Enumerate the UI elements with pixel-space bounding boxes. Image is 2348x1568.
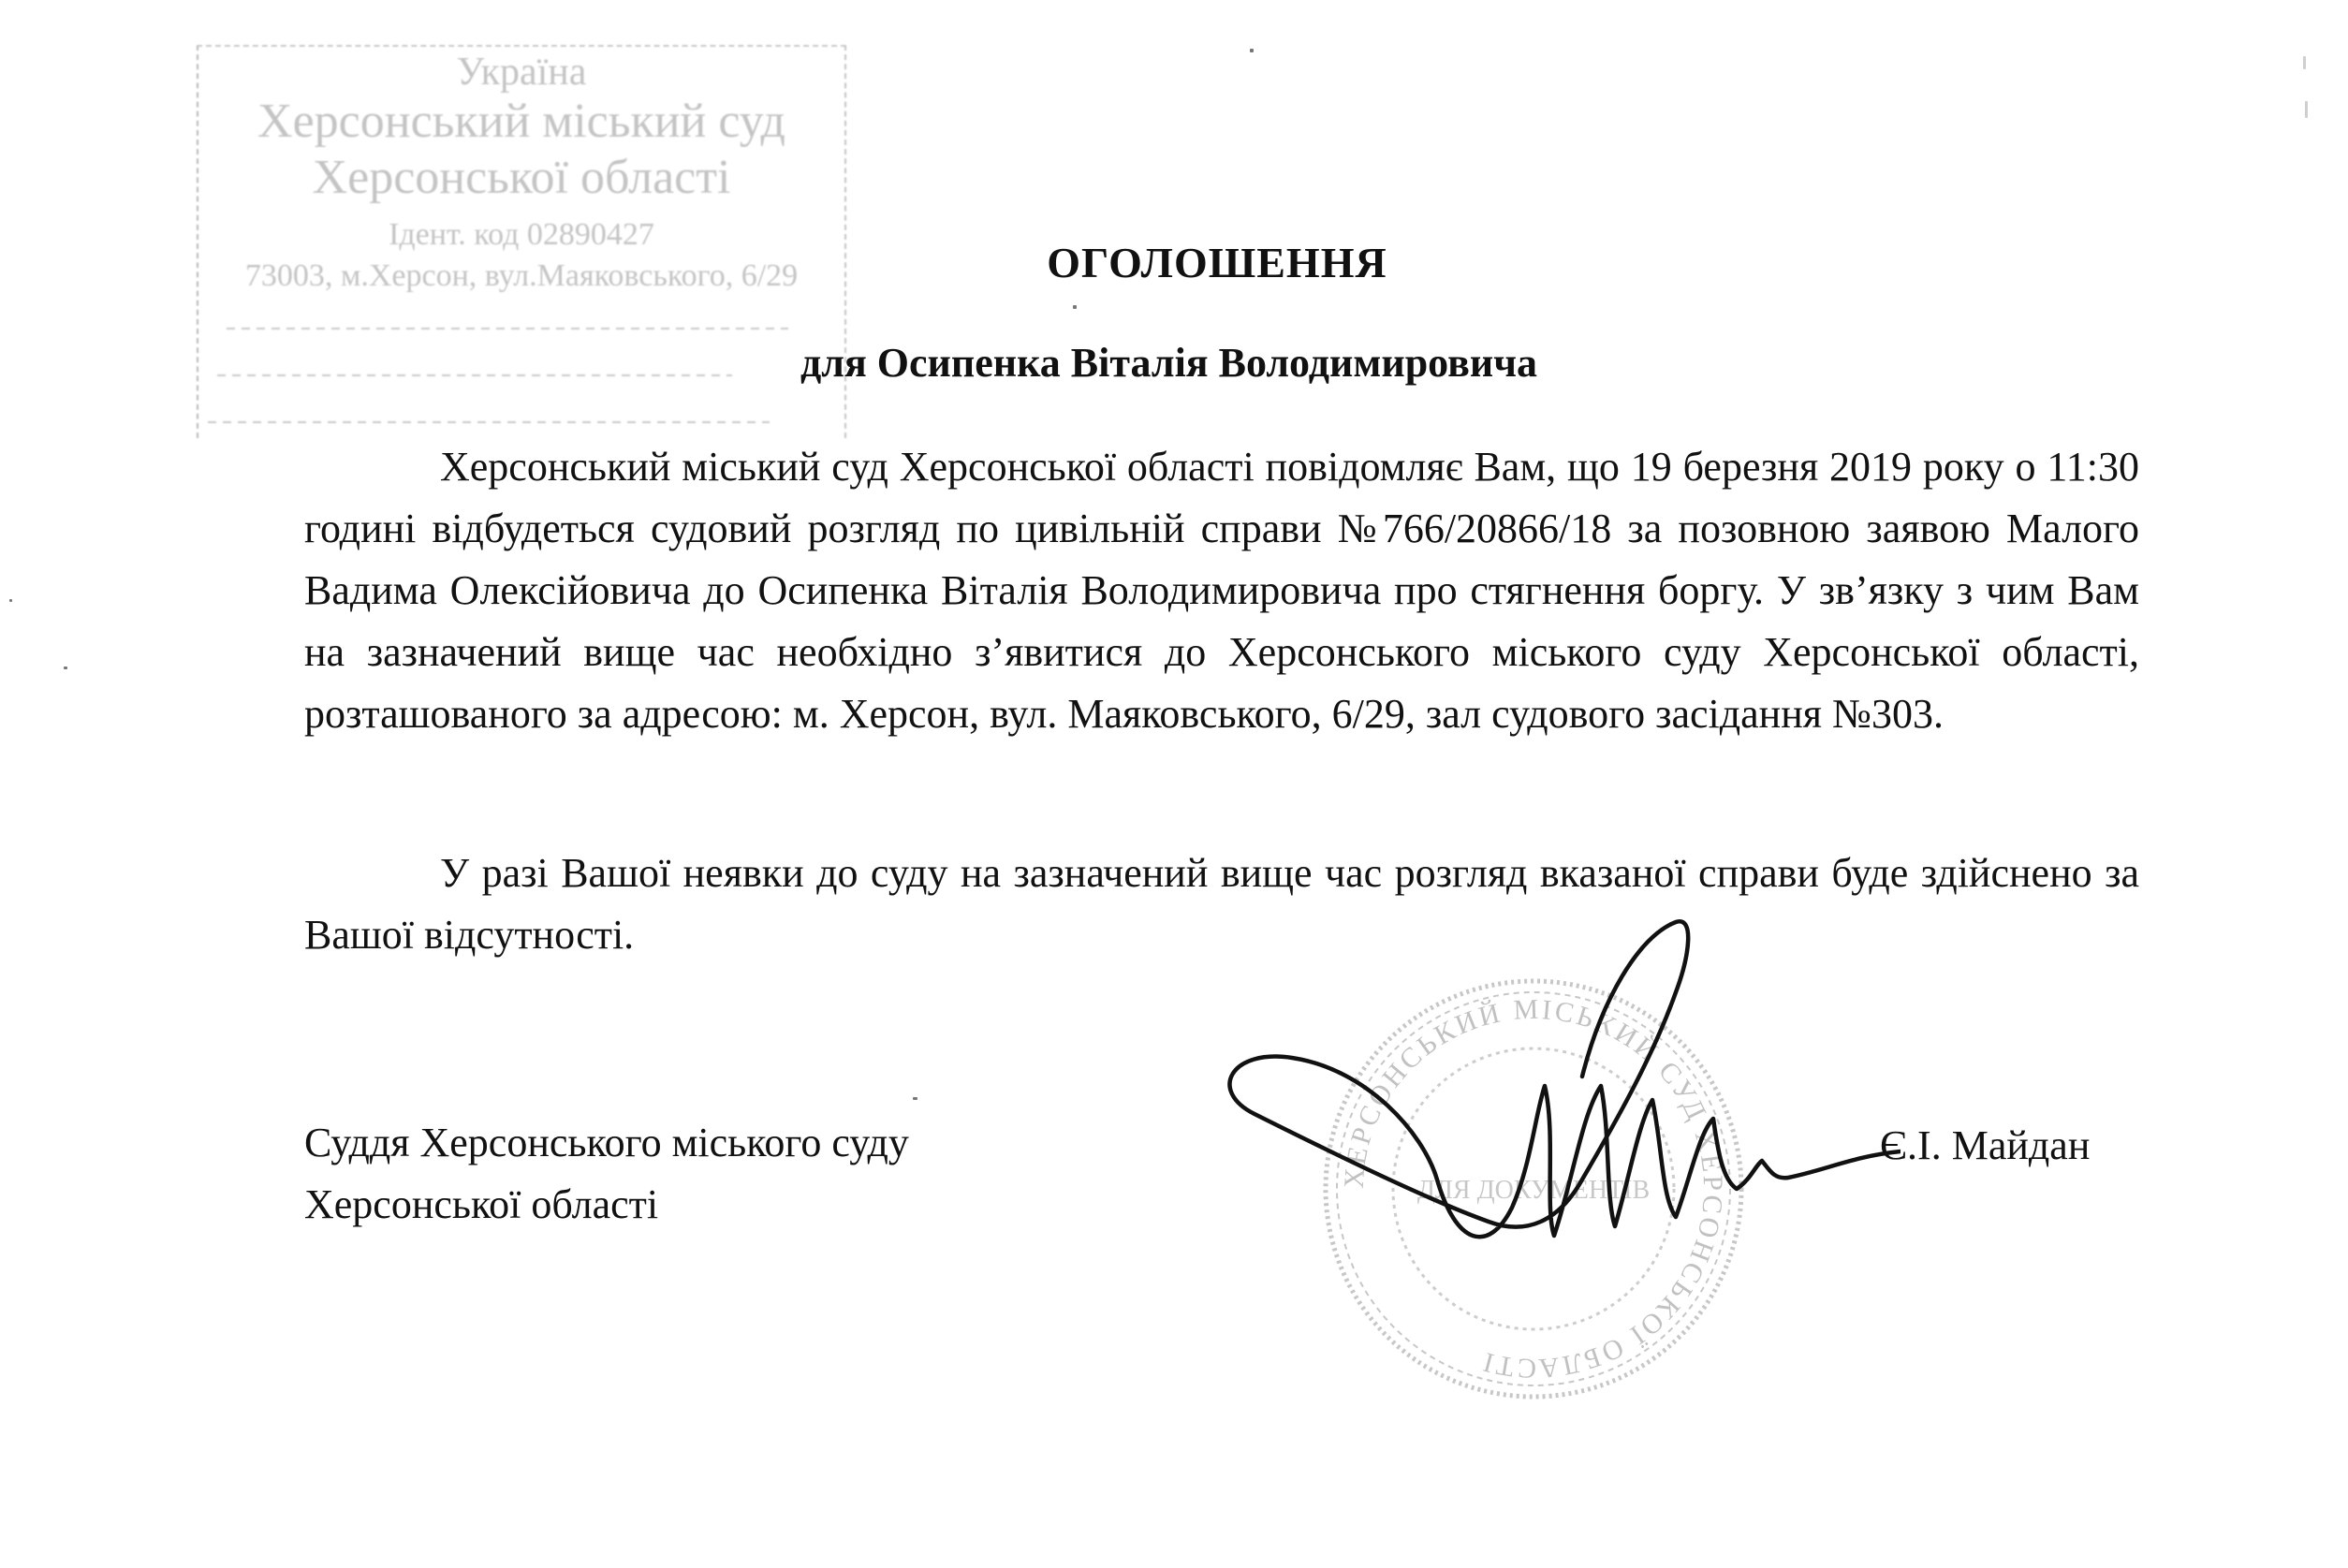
stamp-court-region: Херсонської області — [312, 151, 731, 204]
scan-speck — [2305, 101, 2308, 118]
scan-speck — [1073, 305, 1077, 309]
judge-position-line: Суддя Херсонського міського суду — [304, 1120, 909, 1165]
stamp-code: Ідент. код 02890427 — [389, 217, 654, 252]
absence-paragraph: У разі Вашої неявки до суду на зазначений вище час розгляд вказаної справи буде здійснено за Вашої відсутності. — [304, 850, 2139, 958]
seal-outer-text: ХЕРСОНСЬКИЙ МІСЬКИЙ СУД ХЕРСОНСЬКОЇ ОБЛАСТІ — [1338, 993, 1729, 1385]
scan-speck — [1250, 49, 1254, 52]
judge-position-line: Херсонської області — [304, 1181, 659, 1227]
stamp-country: Україна — [456, 51, 587, 94]
stamp-fill-line — [227, 328, 788, 330]
seal-center-text: ДЛЯ ДОКУМЕНТІВ — [1416, 1176, 1651, 1205]
signature-stroke — [1230, 921, 1900, 1237]
scan-speck — [2303, 56, 2306, 69]
scan-speck — [913, 1097, 917, 1100]
document-title: ОГОЛОШЕННЯ — [1047, 239, 1387, 286]
stamp-court-name: Херсонський міський суд — [257, 95, 785, 148]
scan-speck — [9, 599, 12, 602]
handwritten-signature — [1189, 899, 1900, 1292]
notice-paragraph: Херсонський міський суд Херсонської області повідомляє Вам, що 19 березня 2019 року о 11:30 годині відбудеться судовий розгляд по цивільній справи №766/20866/18 за позовною заявою Малого Вадима Олексійовича до Осипенка Віталія Володимировича про стягнення боргу. У зв’язку з чим Вам на зазначений вище час необхідно з’явитися до Херсонського міського суду Херсонської області, розташованого за адресою: м. Херсон, вул. Маяковського, 6/29, зал судового засідання №303. — [304, 444, 2139, 737]
judge-position — [304, 1112, 909, 1236]
stamp-address: 73003, м.Херсон, вул.Маяковського, 6/29 — [244, 258, 799, 293]
judge-name: Є.І. Майдан — [1880, 1122, 2091, 1168]
stamp-fill-line — [217, 374, 732, 376]
scan-speck — [64, 667, 67, 669]
stamp-fill-line — [208, 421, 770, 423]
court-stamp — [197, 45, 846, 438]
addressee-line: для Осипенка Віталія Володимировича — [800, 340, 1538, 386]
